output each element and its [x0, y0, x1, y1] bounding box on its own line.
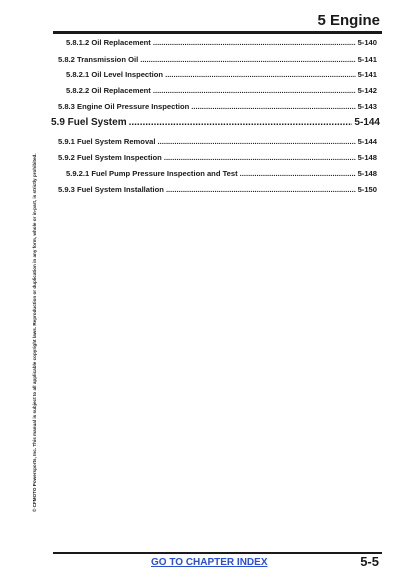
toc-entry-page: 5-150	[357, 185, 377, 194]
chapter-title: 5 Engine	[317, 12, 380, 29]
toc-leader-dots	[158, 137, 356, 146]
toc-entry-5-9-2[interactable]	[58, 153, 377, 162]
toc-entry-5-9-1[interactable]	[58, 137, 377, 146]
toc-entry-page: 5-144	[354, 117, 380, 128]
toc-leader-dots	[191, 102, 355, 111]
copyright-notice: © CFMOTO Powersports, Inc. This manual is subject to all applicable copyright laws. Reproduction or duplication in any form, whole or in-part, is strictly prohibited.	[32, 153, 37, 512]
toc-entry-label: 5.8.1.2 Oil Replacement	[66, 38, 151, 47]
toc-entry-5-8-2-1[interactable]	[66, 70, 377, 79]
toc-leader-dots	[140, 55, 355, 64]
toc-leader-dots	[165, 70, 355, 79]
toc-entry-label: 5.9.2 Fuel System Inspection	[58, 153, 162, 162]
toc-leader-dots	[166, 185, 356, 194]
page-number: 5-5	[360, 554, 379, 569]
toc-entry-label: 5.8.2.1 Oil Level Inspection	[66, 70, 164, 79]
header-divider	[53, 31, 382, 34]
toc-entry-page: 5-144	[357, 137, 377, 146]
toc-entry-page: 5-142	[357, 86, 377, 95]
toc-entry-page: 5-148	[357, 153, 377, 162]
toc-leader-dots	[240, 169, 356, 178]
toc-entry-label: 5.8.2.2 Oil Replacement	[66, 86, 151, 95]
chapter-index-link[interactable]: GO TO CHAPTER INDEX	[151, 557, 268, 568]
toc-entry-label: 5.9.1 Fuel System Removal	[58, 137, 156, 146]
toc-entry-label: 5.9 Fuel System	[51, 117, 127, 128]
toc-entry-page: 5-143	[357, 102, 377, 111]
toc-entry-page: 5-148	[357, 169, 377, 178]
toc-entry-5-8-2-2[interactable]	[66, 86, 377, 95]
toc-leader-dots	[164, 153, 356, 162]
toc-leader-dots	[129, 117, 353, 128]
toc-entry-5-8-1-2[interactable]	[66, 38, 377, 47]
toc-entry-label: 5.8.3 Engine Oil Pressure Inspection	[58, 102, 190, 111]
toc-entry-5-9-3[interactable]	[58, 185, 377, 194]
toc-leader-dots	[153, 38, 356, 47]
toc-entry-page: 5-140	[357, 38, 377, 47]
toc-entry-label: 5.8.2 Transmission Oil	[58, 55, 139, 64]
toc-entry-page: 5-141	[357, 70, 377, 79]
toc-entry-5-8-2[interactable]	[58, 55, 377, 64]
toc-entry-page: 5-141	[357, 55, 377, 64]
toc-leader-dots	[153, 86, 356, 95]
toc-entry-5-9-2-1[interactable]	[66, 169, 377, 178]
footer-divider	[53, 552, 382, 554]
toc-entry-5-8-3[interactable]	[58, 102, 377, 111]
toc-entry-label: 5.9.3 Fuel System Installation	[58, 185, 164, 194]
toc-entry-5-9[interactable]	[51, 117, 380, 128]
toc-entry-label: 5.9.2.1 Fuel Pump Pressure Inspection and Test	[66, 169, 238, 178]
